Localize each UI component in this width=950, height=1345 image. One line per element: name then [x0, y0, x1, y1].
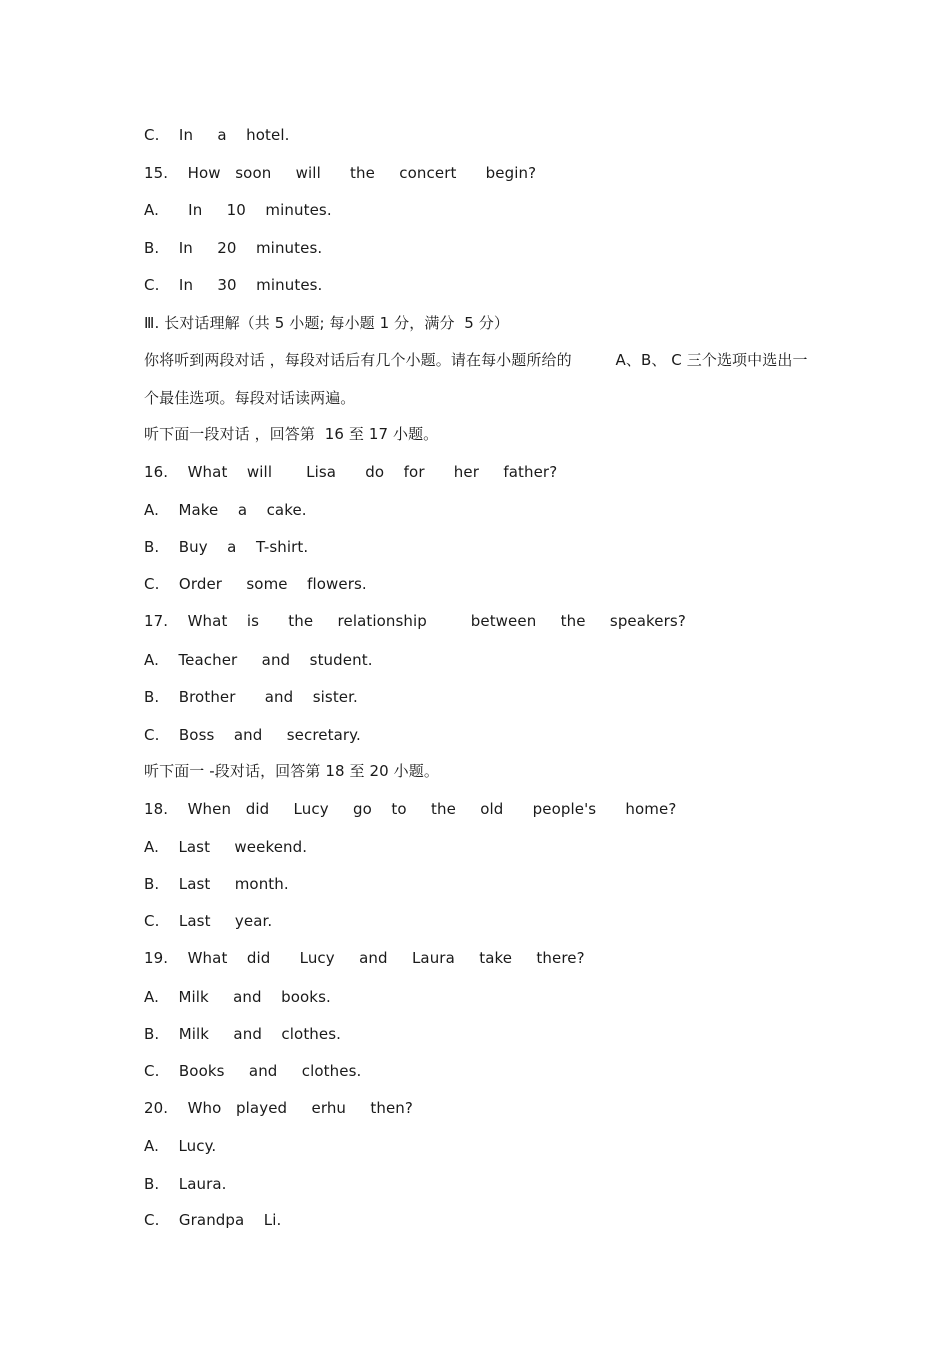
section-instructions-line-1: 你将听到两段对话 ，每段对话后有几个小题。请在每小题所给的 A、B、 C 三个选项中选出一: [144, 351, 808, 369]
dialogue-intro-16-17: 听下面一段对话 ，回答第 16 至 17 小题。: [144, 425, 439, 443]
option-14-c: C. In a hotel.: [144, 126, 290, 144]
option-20-a: A. Lucy.: [144, 1137, 217, 1155]
option-19-c: C. Books and clothes.: [144, 1062, 362, 1080]
question-18: 18. When did Lucy go to the old people's home?: [144, 800, 677, 818]
option-18-c: C. Last year.: [144, 912, 273, 930]
option-19-b: B. Milk and clothes.: [144, 1025, 342, 1043]
option-20-c: C. Grandpa Li.: [144, 1211, 282, 1229]
question-17: 17. What is the relationship between the speakers?: [144, 612, 686, 630]
option-18-b: B. Last month.: [144, 875, 289, 893]
option-17-a: A. Teacher and student.: [144, 651, 373, 669]
dialogue-intro-18-20: 听下面一 -段对话，回答第 18 至 20 小题。: [144, 762, 439, 780]
option-17-b: B. Brother and sister.: [144, 688, 358, 706]
option-16-b: B. Buy a T-shirt.: [144, 538, 309, 556]
option-16-c: C. Order some flowers.: [144, 575, 367, 593]
question-16: 16. What will Lisa do for her father?: [144, 463, 558, 481]
option-17-c: C. Boss and secretary.: [144, 726, 361, 744]
question-15: 15. How soon will the concert begin?: [144, 164, 537, 182]
option-15-a: A. In 10 minutes.: [144, 201, 332, 219]
question-19: 19. What did Lucy and Laura take there?: [144, 949, 585, 967]
question-20: 20. Who played erhu then?: [144, 1099, 413, 1117]
option-18-a: A. Last weekend.: [144, 838, 308, 856]
option-19-a: A. Milk and books.: [144, 988, 331, 1006]
option-16-a: A. Make a cake.: [144, 501, 307, 519]
section-instructions-line-2: 个最佳选项。每段对话读两遍。: [144, 389, 356, 407]
option-15-b: B. In 20 minutes.: [144, 239, 323, 257]
section-heading-long-dialogue: Ⅲ. 长对话理解（共 5 小题; 每小题 1 分，满分 5 分）: [144, 314, 510, 332]
option-15-c: C. In 30 minutes.: [144, 276, 323, 294]
option-20-b: B. Laura.: [144, 1175, 227, 1193]
